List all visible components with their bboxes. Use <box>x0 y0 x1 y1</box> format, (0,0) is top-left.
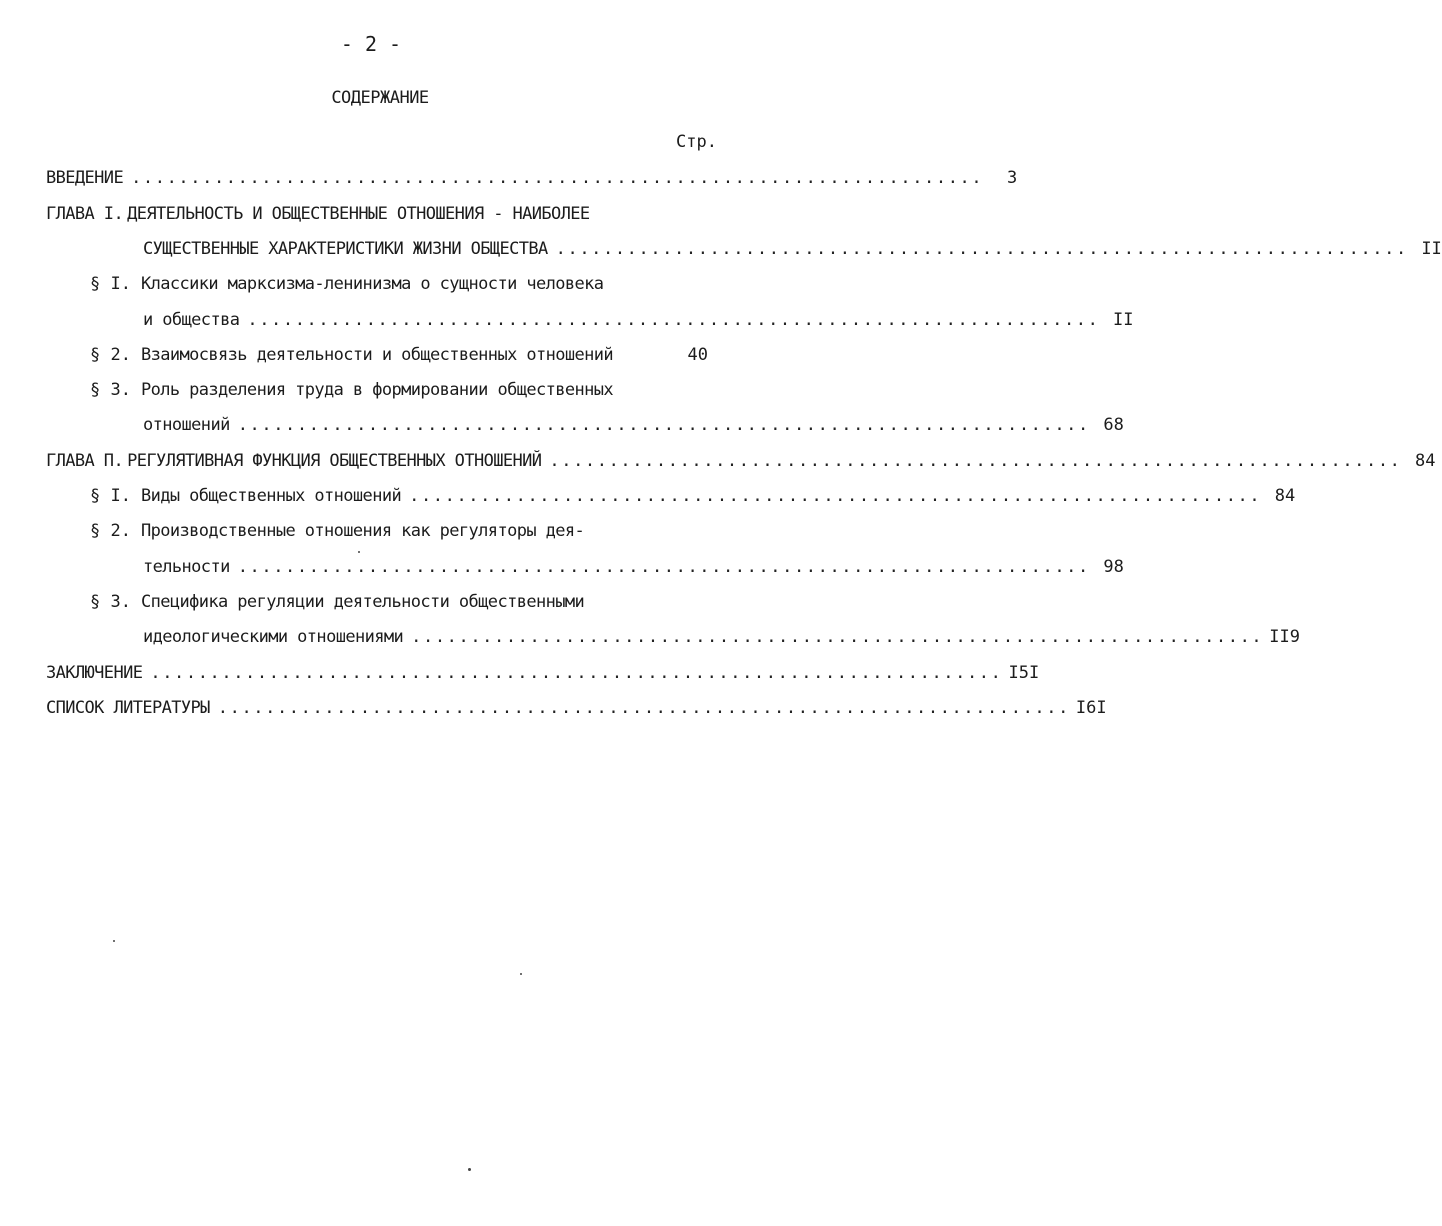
section-sign: § I. <box>90 274 131 294</box>
section-title-line: Роль разделения труда в формировании общественных <box>140 380 614 400</box>
toc-entry-text: ВВЕДЕНИЕ <box>46 168 124 188</box>
dot-leader: ........................................................................ <box>247 310 1100 330</box>
dot-leader: ........................................................................ <box>217 698 1070 718</box>
toc-section-2-1[interactable] <box>90 484 1296 508</box>
dot-leader: ........................................................................ <box>237 415 1090 435</box>
chapter-title-line: ДЕЯТЕЛЬНОСТЬ И ОБЩЕСТВЕННЫЕ ОТНОШЕНИЯ - НАИБОЛЕЕ <box>127 204 590 224</box>
toc-section-2-2[interactable] <box>90 519 708 543</box>
dot-leader: ........................................................................ <box>549 451 1402 471</box>
toc-entry-page: 40 <box>687 345 708 365</box>
section-title-line: Классики марксизма-ленинизма о сущности человека <box>140 274 604 294</box>
toc-entry-page: II <box>1421 239 1442 259</box>
chapter-label: ГЛАВА П. <box>46 451 124 471</box>
section-title-line: Взаимосвязь деятельности и общественных отношений <box>140 345 614 365</box>
section-title-line: тельности <box>143 557 230 577</box>
toc-section-1-1[interactable] <box>90 272 708 296</box>
section-sign: § 3. <box>90 592 131 612</box>
page-column-header: Стр. <box>676 132 717 152</box>
toc-entry-text: СПИСОК ЛИТЕРАТУРЫ <box>46 698 210 718</box>
chapter-title-line: РЕГУЛЯТИВНАЯ ФУНКЦИЯ ОБЩЕСТВЕННЫХ ОТНОШЕНИЙ <box>127 451 542 471</box>
chapter-label: ГЛАВА I. <box>46 204 124 224</box>
section-sign: § I. <box>90 486 131 506</box>
section-sign: § 2. <box>90 345 131 365</box>
scan-speck <box>468 1168 471 1171</box>
toc-entry-page: I6I <box>1075 698 1107 718</box>
toc-entry-bibliography[interactable] <box>46 696 1107 720</box>
scan-speck <box>113 940 115 942</box>
toc-section-1-3-cont[interactable] <box>143 413 1124 437</box>
dot-leader: ........................................................................ <box>131 168 984 188</box>
section-title-line: идеологическими отношениями <box>143 627 404 647</box>
scan-speck <box>520 973 522 975</box>
section-sign: § 2. <box>90 521 131 541</box>
toc-entry-page: 3 <box>1006 168 1018 188</box>
dot-leader: ........................................................................ <box>409 486 1262 506</box>
toc-section-2-3[interactable] <box>90 590 708 614</box>
toc-section-1-3[interactable] <box>90 378 708 402</box>
dot-leader: ........................................................................ <box>555 239 1408 259</box>
toc-entry-page: II <box>1113 310 1134 330</box>
page-number: - 2 - <box>340 32 402 56</box>
toc-section-2-2-cont[interactable] <box>143 555 1124 579</box>
toc-entry-page: 84 <box>1415 451 1436 471</box>
toc-entry-text: ЗАКЛЮЧЕНИЕ <box>46 663 143 683</box>
dot-leader: ........................................................................ <box>237 557 1090 577</box>
toc-chapter-1-heading[interactable] <box>46 202 708 226</box>
page-title: СОДЕРЖАНИЕ <box>331 88 429 108</box>
toc-entry-page: I5I <box>1008 663 1040 683</box>
toc-chapter-2-heading[interactable] <box>46 449 1436 473</box>
section-title-line: Специфика регуляции деятельности общественными <box>140 592 585 612</box>
toc-entry-page: II9 <box>1269 627 1300 647</box>
section-title-line: отношений <box>143 415 230 435</box>
toc-entry-page: 68 <box>1103 415 1124 435</box>
toc-entry-page: 84 <box>1274 486 1296 506</box>
chapter-title-line: СУЩЕСТВЕННЫЕ ХАРАКТЕРИСТИКИ ЖИЗНИ ОБЩЕСТВА <box>143 239 548 259</box>
section-sign: § 3. <box>90 380 131 400</box>
dot-leader: ........................................................................ <box>150 663 1003 683</box>
toc-section-1-1-cont[interactable] <box>143 308 1134 332</box>
toc-chapter-1-title-cont[interactable] <box>143 237 1442 261</box>
scan-speck <box>358 551 360 553</box>
toc-entry-page: 98 <box>1103 557 1124 577</box>
toc-section-2-3-cont[interactable] <box>143 625 1300 649</box>
section-title-line: Виды общественных отношений <box>140 486 402 506</box>
toc-section-1-2[interactable] <box>90 343 708 367</box>
section-title-line: Производственные отношения как регуляторы дея- <box>140 521 585 541</box>
toc-entry-conclusion[interactable] <box>46 661 1040 685</box>
toc-entry-intro[interactable] <box>46 166 1018 190</box>
section-title-line: и общества <box>143 310 240 330</box>
dot-leader: ........................................................................ <box>411 627 1264 647</box>
